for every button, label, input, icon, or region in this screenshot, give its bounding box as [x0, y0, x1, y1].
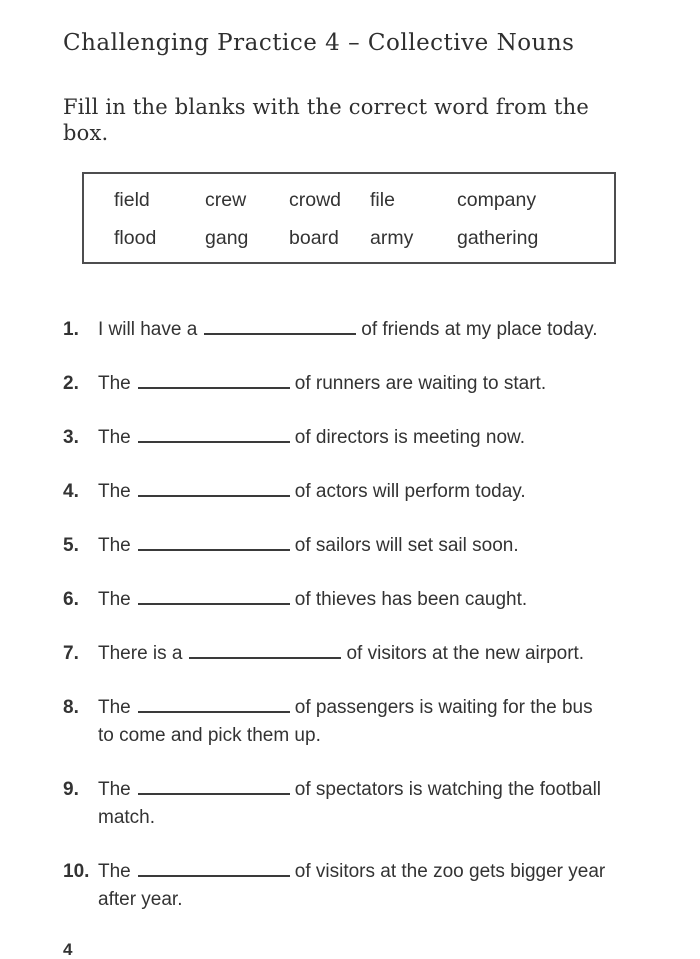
question-text [98, 640, 637, 668]
word-box-word: field [114, 189, 150, 211]
question-number: 7. [63, 643, 79, 664]
question-item [63, 694, 637, 750]
question-text [98, 694, 637, 750]
question-post-text: of visitors at the new airport. [346, 643, 585, 664]
question-item [63, 424, 637, 452]
question-post-text: of friends at my place today. [361, 319, 598, 340]
question-text [98, 370, 637, 398]
question-pre-text: The [98, 779, 131, 800]
word-box-word: crew [205, 189, 247, 211]
question-post-text: of passengers is waiting for the bus [294, 697, 593, 718]
question-post-text: match. [98, 807, 156, 828]
question-number: 6. [63, 589, 79, 610]
word-box-word: board [289, 227, 339, 249]
question-number: 5. [63, 535, 79, 556]
question-text [98, 586, 637, 614]
answer-blank[interactable] [138, 778, 290, 795]
word-box-word: flood [114, 227, 157, 249]
question-pre-text: I will have a [98, 319, 198, 340]
answer-blank[interactable] [138, 860, 290, 877]
word-box-word: gang [205, 227, 249, 249]
question-list [63, 316, 637, 914]
instruction-text: Fill in the blanks with the correct word from the box. [63, 95, 589, 145]
answer-blank[interactable] [138, 696, 290, 713]
question-text [98, 424, 637, 452]
word-box [82, 172, 616, 264]
answer-blank[interactable] [138, 426, 290, 443]
question-item [63, 640, 637, 668]
question-number: 8. [63, 697, 79, 718]
question-pre-text: The [98, 373, 131, 394]
answer-blank[interactable] [204, 318, 356, 335]
question-item [63, 370, 637, 398]
question-item [63, 532, 637, 560]
question-text [98, 478, 637, 506]
question-number: 3. [63, 427, 79, 448]
question-post-text: to come and pick them up. [98, 725, 321, 746]
question-number: 9. [63, 779, 79, 800]
question-post-text: of thieves has been caught. [294, 589, 528, 610]
question-number: 10. [63, 861, 90, 882]
word-box-word: file [370, 189, 395, 211]
word-box-word: gathering [457, 227, 539, 249]
question-text [98, 316, 637, 344]
question-post-text: of directors is meeting now. [294, 427, 525, 448]
word-box-word: company [457, 189, 537, 211]
answer-blank[interactable] [138, 588, 290, 605]
answer-blank[interactable] [189, 642, 341, 659]
question-post-text: of actors will perform today. [294, 481, 526, 502]
word-box-word: crowd [289, 189, 342, 211]
question-text [98, 776, 637, 832]
answer-blank[interactable] [138, 372, 290, 389]
question-pre-text: The [98, 589, 131, 610]
question-post-text: of sailors will set sail soon. [294, 535, 519, 556]
question-pre-text: The [98, 697, 131, 718]
question-text [98, 532, 637, 560]
question-number: 2. [63, 373, 79, 394]
question-post-text: of runners are waiting to start. [294, 373, 547, 394]
question-number: 4. [63, 481, 79, 502]
question-post-text: of visitors at the zoo gets bigger year [294, 861, 606, 882]
question-text [98, 858, 637, 914]
word-box-word: army [370, 227, 414, 249]
question-post-text: of spectators is watching the football [294, 779, 602, 800]
question-pre-text: The [98, 535, 131, 556]
answer-blank[interactable] [138, 534, 290, 551]
page-number: 4 [63, 940, 73, 959]
question-pre-text: There is a [98, 643, 183, 664]
question-pre-text: The [98, 481, 131, 502]
question-post-text: after year. [98, 889, 183, 910]
question-pre-text: The [98, 861, 131, 882]
question-item [63, 316, 637, 344]
question-item [63, 586, 637, 614]
question-pre-text: The [98, 427, 131, 448]
question-number: 1. [63, 319, 79, 340]
question-item [63, 858, 637, 914]
answer-blank[interactable] [138, 480, 290, 497]
page-title: Challenging Practice 4 – Collective Nouns [63, 30, 575, 56]
question-item [63, 776, 637, 832]
question-item [63, 478, 637, 506]
